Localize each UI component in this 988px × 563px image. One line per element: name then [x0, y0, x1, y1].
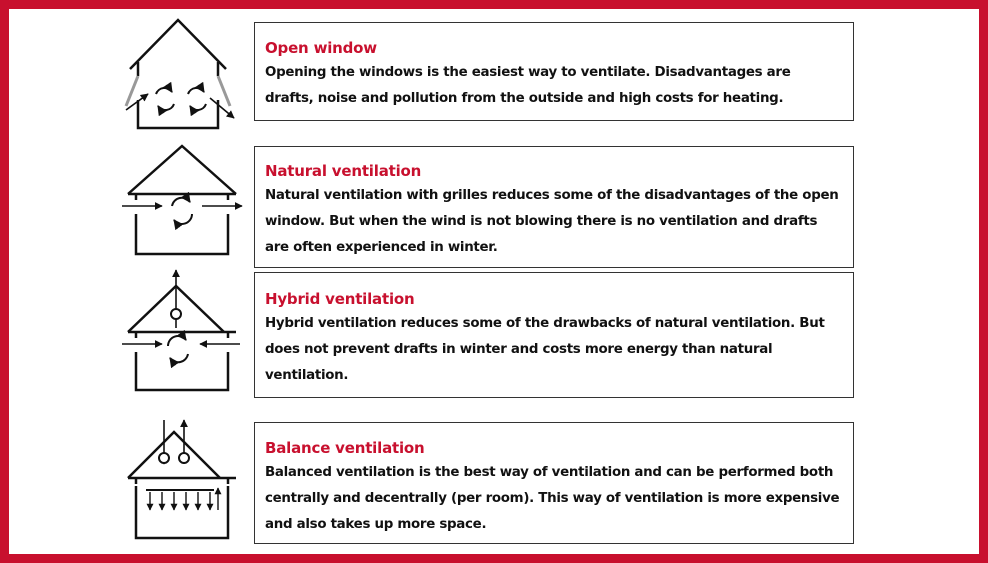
natural-ventilation-house-icon	[118, 142, 248, 262]
balance-ventilation-house-icon	[118, 418, 248, 544]
info-card-natural-ventilation	[254, 146, 854, 268]
card-description: Balanced ventilation is the best way of ventilation and can be performed both centrally and decentrally (per room). This way of ventilation is more expensive and also takes up more space.	[265, 465, 840, 532]
card-description: Opening the windows is the easiest way to ventilate. Disadvantages are drafts, noise and pollution from the outside and high costs for heating.	[265, 65, 791, 106]
card-title: Hybrid ventilation	[265, 290, 415, 308]
card-title: Open window	[265, 39, 377, 57]
card-title: Natural ventilation	[265, 162, 422, 180]
hybrid-ventilation-house-icon	[118, 268, 248, 396]
card-title: Balance ventilation	[265, 439, 425, 457]
info-card-hybrid-ventilation	[254, 272, 854, 398]
open-window-house-icon	[118, 14, 248, 134]
info-card-open-window	[254, 22, 854, 121]
card-description: Natural ventilation with grilles reduces some of the disadvantages of the open window. But when the wind is not blowing there is no ventilation and drafts are often experienced in winter.	[265, 188, 839, 255]
card-description: Hybrid ventilation reduces some of the drawbacks of natural ventilation. But does not prevent drafts in winter and costs more energy than natural ventilation.	[265, 316, 825, 383]
info-card-balance-ventilation	[254, 422, 854, 544]
